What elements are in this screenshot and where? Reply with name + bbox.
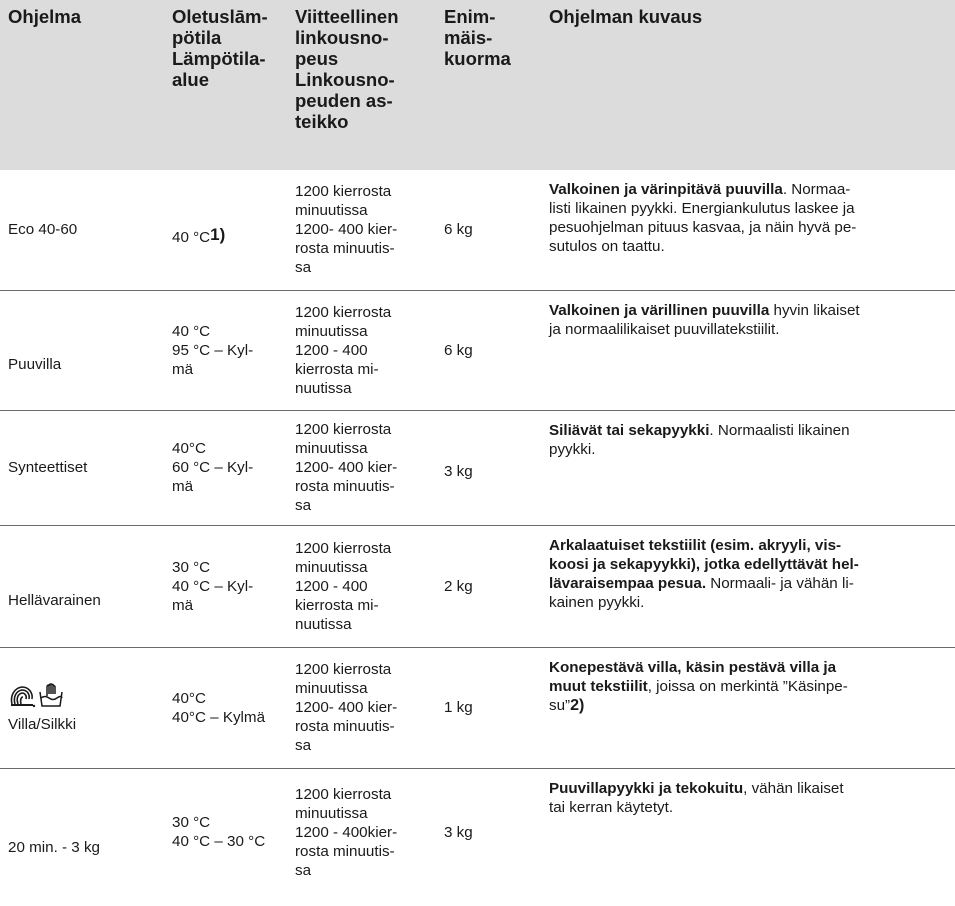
program-description: Valkoinen ja värinpitävä puuvilla. Normaa- listi likainen pyykki. Energiankulutus laskee ja pesuohjelman pituus kasvaa, ja näin hyvä pe- sutulos on taattu.: [549, 181, 857, 255]
program-temperature: 30 °C 40 °C – 30 °C: [172, 814, 266, 851]
table-row: [0, 768, 955, 896]
header-program: Ohjelma: [8, 6, 81, 27]
program-spin: 1200 kierrosta minuutissa 1200 - 400kier- rosta minuutis- sa: [295, 785, 398, 879]
header-temperature: Oletuslām- pötila Lämpötila- alue: [172, 6, 268, 90]
program-load: 1 kg: [444, 699, 473, 716]
table-header-row: [0, 0, 955, 170]
program-spin: 1200 kierrosta minuutissa 1200- 400 kier- rosta minuutis- sa: [295, 661, 398, 754]
table-row: [0, 525, 955, 647]
program-spin: 1200 kierrosta minuutissa 1200- 400 kier- rosta minuutis- sa: [295, 421, 398, 514]
program-description: Puuvillapyykki ja tekokuitu, vähän likaiset tai kerran käytetyt.: [549, 779, 844, 816]
program-description: Arkalaatuiset tekstiilit (esim. akryyli, vis- koosi ja sekapyykki), jotka edellyttävät hel- lävaraisempaa pesua. Normaali- ja vähän li- kainen pyykki.: [549, 536, 859, 611]
program-name: 20 min. - 3 kg: [8, 838, 101, 856]
header-max-load: Enim- mäis- kuorma: [444, 6, 511, 69]
program-description: Siliävät tai sekapyykki. Normaalisti likainen pyykki.: [549, 421, 850, 458]
program-spin: 1200 kierrosta minuutissa 1200 - 400 kierrosta mi- nuutissa: [295, 303, 392, 397]
table-row: [0, 647, 955, 768]
program-description: Valkoinen ja värillinen puuvilla hyvin likaiset ja normaalilikaiset puuvillatekstiilit.: [549, 301, 860, 338]
program-spin: 1200 kierrosta minuutissa 1200- 400 kier- rosta minuutis- sa: [295, 183, 398, 277]
hand-wash-icon: [38, 682, 64, 713]
program-icons: [8, 682, 64, 713]
table-row: [0, 170, 955, 290]
program-temperature: 40°C 60 °C – Kyl- mä: [172, 440, 254, 495]
program-name: Synteettiset: [8, 459, 88, 476]
program-temperature: 40 °C 95 °C – Kyl- mä: [172, 322, 254, 378]
program-name: Eco 40-60: [8, 221, 78, 239]
program-load: 6 kg: [444, 221, 473, 239]
table-row: [0, 410, 955, 525]
program-name: Puuvilla: [8, 355, 62, 373]
program-temperature: 30 °C 40 °C – Kyl- mä: [172, 558, 254, 614]
program-load: 3 kg: [444, 463, 473, 480]
program-name: Villa/Silkki: [0, 647, 164, 768]
header-spin-speed: Viitteellinen linkousno- peus Linkousno- peuden as- teikko: [295, 6, 399, 132]
program-load: 3 kg: [444, 823, 473, 841]
program-load: 6 kg: [444, 341, 473, 359]
program-load: 2 kg: [444, 577, 473, 595]
table-row: [0, 290, 955, 410]
program-temperature: 40°C 40°C – Kylmä: [172, 689, 266, 726]
program-description: Konepestävä villa, käsin pestävä villa ja muut tekstiilit, joissa on merkintä ”Käsinpe- su”2): [549, 658, 848, 714]
header-description: Ohjelman kuvaus: [549, 6, 703, 27]
wool-mark-icon: [8, 684, 36, 713]
program-name: Hellävarainen: [8, 591, 101, 609]
program-temperature: 40 °C1): [172, 224, 226, 246]
program-spin: 1200 kierrosta minuutissa 1200 - 400 kierrosta mi- nuutissa: [295, 539, 392, 633]
